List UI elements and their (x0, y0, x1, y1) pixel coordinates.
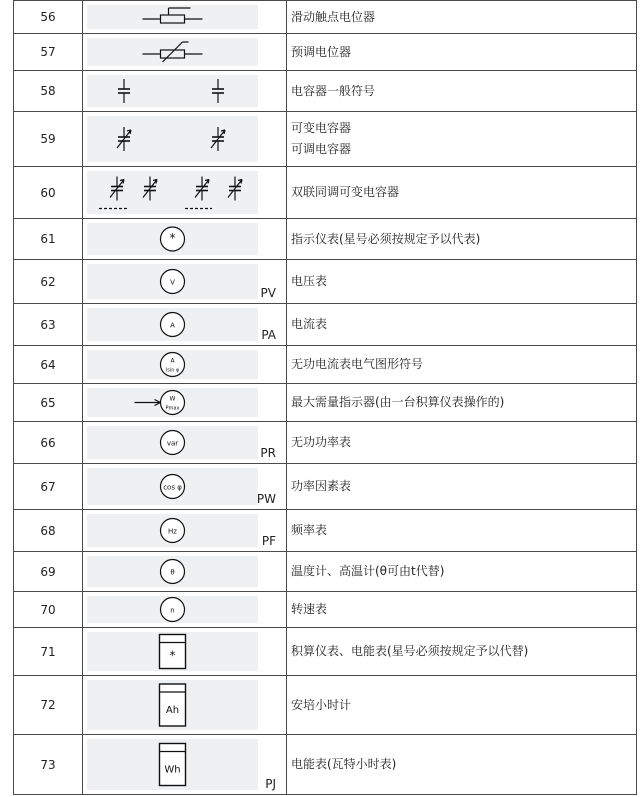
row-number: 71 (14, 628, 83, 676)
symbol-cell (83, 510, 287, 552)
symbol-cell (83, 735, 287, 795)
description-cell (287, 1, 637, 34)
designation-code: PA (261, 328, 276, 342)
description-cell (287, 422, 637, 464)
voltmeter-icon (87, 264, 258, 299)
description-cell (287, 592, 637, 628)
description-text: 电流表 (291, 317, 328, 331)
table-row (14, 676, 637, 735)
description-cell (287, 464, 637, 510)
description-text: 无功功率表 (291, 435, 352, 449)
description-text: 指示仪表(星号必须按规定予以代表) (291, 231, 481, 246)
table-row (14, 219, 637, 260)
table-row (14, 304, 637, 346)
power-factor-meter-icon (87, 468, 258, 505)
description-cell (287, 219, 637, 260)
svg-text:Hz: Hz (168, 527, 177, 536)
preset-potentiometer-icon (87, 38, 258, 66)
description-text: 可调电容器 (291, 142, 352, 156)
row-number: 62 (14, 260, 83, 304)
svg-text:A: A (170, 357, 175, 365)
symbol-cell (83, 71, 287, 112)
row-number: 73 (14, 735, 83, 795)
row-number: 67 (14, 464, 83, 510)
svg-text:A: A (170, 321, 175, 330)
reactive-ammeter-icon (87, 350, 258, 379)
description-text: 电容器一般符号 (291, 83, 376, 98)
table-row (14, 422, 637, 464)
table-row (14, 260, 637, 304)
row-number: 60 (14, 167, 83, 219)
symbol-cell (83, 112, 287, 167)
variable-capacitor-icon (87, 116, 258, 162)
symbol-cell (83, 384, 287, 422)
watt-hour-meter-icon (87, 739, 258, 790)
frequency-meter-icon (87, 514, 258, 547)
symbol-cell (83, 422, 287, 464)
row-number: 61 (14, 219, 83, 260)
symbol-cell (83, 552, 287, 592)
designation-code: PJ (265, 777, 276, 791)
designation-code: PF (261, 534, 276, 548)
designation-code: PV (260, 286, 276, 300)
table-row (14, 167, 637, 219)
slide-contact-potentiometer-icon (87, 5, 258, 29)
symbol-cell (83, 34, 287, 71)
svg-text:*: * (169, 231, 176, 245)
symbol-cell (83, 464, 287, 510)
table-row (14, 735, 637, 795)
description-cell (287, 676, 637, 735)
table-row (14, 592, 637, 628)
symbol-cell (83, 1, 287, 34)
row-number: 64 (14, 346, 83, 384)
symbol-table (13, 0, 637, 795)
table-row (14, 510, 637, 552)
description-text: 频率表 (291, 523, 328, 537)
description-text: 可变电容器 (291, 121, 352, 135)
description-cell (287, 260, 637, 304)
table-row (14, 384, 637, 422)
table-row (14, 346, 637, 384)
tachometer-icon (87, 596, 258, 623)
description-cell (287, 167, 637, 219)
svg-text:Ah: Ah (165, 705, 180, 716)
symbol-cell (83, 592, 287, 628)
symbol-cell (83, 167, 287, 219)
description-text: 积算仪表、电能表(星号必须按规定予以代替) (291, 644, 529, 658)
description-cell (287, 628, 637, 676)
symbol-cell (83, 346, 287, 384)
description-text: 最大需量指示器(由一台积算仪表操作的) (291, 395, 505, 409)
description-text: 温度计、高温计(θ可由t代替) (291, 564, 445, 578)
description-text: 功率因素表 (291, 479, 352, 493)
svg-text:θ: θ (170, 568, 175, 577)
symbol-cell (83, 676, 287, 735)
row-number: 57 (14, 34, 83, 71)
max-demand-indicator-icon (87, 388, 258, 417)
row-number: 65 (14, 384, 83, 422)
description-cell (287, 552, 637, 592)
description-text: 预调电位器 (291, 44, 352, 59)
table-row (14, 1, 637, 34)
row-number: 66 (14, 422, 83, 464)
description-text: 转速表 (291, 602, 328, 616)
table-row (14, 628, 637, 676)
svg-text:V: V (170, 278, 175, 287)
designation-code: PW (256, 492, 276, 506)
svg-text:Wh: Wh (164, 764, 181, 776)
description-cell (287, 384, 637, 422)
row-number: 59 (14, 112, 83, 167)
description-text: 电压表 (291, 274, 328, 288)
table-row (14, 34, 637, 71)
capacitor-icon (87, 75, 258, 107)
description-text: 双联同调可变电容器 (291, 185, 400, 199)
row-number: 58 (14, 71, 83, 112)
indicating-instrument-icon (87, 223, 258, 255)
description-cell (287, 346, 637, 384)
symbol-cell (83, 260, 287, 304)
description-text: 滑动触点电位器 (291, 9, 376, 24)
svg-text:*: * (169, 648, 176, 663)
table-row (14, 112, 637, 167)
symbol-cell (83, 219, 287, 260)
svg-text:var: var (166, 439, 179, 448)
description-cell (287, 112, 637, 167)
row-number: 56 (14, 1, 83, 34)
ammeter-icon (87, 308, 258, 341)
table-row (14, 552, 637, 592)
varmeter-icon (87, 426, 258, 459)
svg-text:Isin φ: Isin φ (165, 367, 180, 374)
description-text: 无功电流表电气图形符号 (291, 357, 424, 371)
integrating-meter-icon (87, 632, 258, 671)
svg-text:W: W (169, 395, 176, 403)
description-text: 电能表(瓦特小时表) (291, 757, 397, 771)
description-cell (287, 304, 637, 346)
ampere-hour-meter-icon (87, 680, 258, 730)
row-number: 72 (14, 676, 83, 735)
row-number: 69 (14, 552, 83, 592)
dual-gang-variable-capacitor-icon (87, 171, 258, 214)
svg-text:Pmax: Pmax (165, 405, 180, 412)
svg-text:n: n (170, 606, 175, 615)
description-cell (287, 510, 637, 552)
symbol-cell (83, 628, 287, 676)
row-number: 63 (14, 304, 83, 346)
table-row (14, 464, 637, 510)
symbol-cell (83, 304, 287, 346)
designation-code: PR (260, 446, 276, 460)
thermometer-icon (87, 556, 258, 587)
description-cell (287, 735, 637, 795)
table-row (14, 71, 637, 112)
description-text: 安培小时计 (291, 697, 352, 712)
description-cell (287, 71, 637, 112)
description-cell (287, 34, 637, 71)
svg-text:cos φ: cos φ (163, 483, 182, 492)
row-number: 68 (14, 510, 83, 552)
row-number: 70 (14, 592, 83, 628)
